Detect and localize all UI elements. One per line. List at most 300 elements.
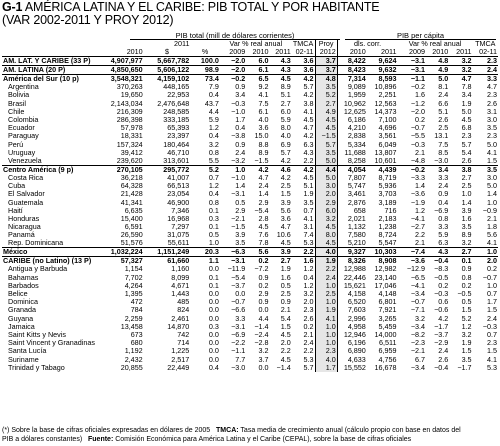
table-cell: −6.5 xyxy=(410,273,426,282)
group-header-pib-per-capita: PIB per cápita xyxy=(345,31,496,40)
table-cell: 20.3 xyxy=(190,248,220,257)
table-cell: −11.9 xyxy=(227,265,246,274)
table-cell: 2.3 xyxy=(487,339,497,348)
table-cell: 12,988 xyxy=(337,265,367,273)
table-cell: 5,936 xyxy=(378,182,397,191)
table-row xyxy=(2,223,498,231)
table-cell: 2.2 xyxy=(303,156,314,165)
table-cell: 0.9 xyxy=(258,273,269,282)
table-cell: 3.5 xyxy=(235,239,246,248)
table-cell: 0.1 xyxy=(208,223,219,232)
table-cell: 2.7 xyxy=(449,248,472,257)
table-cell: 6,890 xyxy=(337,347,367,355)
table-cell: 270,105 xyxy=(99,165,143,174)
table-cell: 3,265 xyxy=(378,314,397,323)
col-head-var: Var % real anual xyxy=(229,40,283,49)
table-cell: 4.2 xyxy=(280,173,291,182)
table-cell: −1.0 xyxy=(231,107,246,116)
table-cell: 22,953 xyxy=(167,91,190,100)
row-name: Bahamas xyxy=(8,273,39,282)
header-row-2 xyxy=(2,48,498,57)
table-cell: 8.8 xyxy=(258,140,269,149)
table-cell: 4.6 xyxy=(270,165,292,174)
table-cell: 5.2 xyxy=(190,165,220,174)
table-row xyxy=(2,274,498,282)
table-cell: 1.5 xyxy=(487,156,497,165)
table-cell: −1.7 xyxy=(457,363,472,372)
table-cell: 0.9 xyxy=(280,298,291,307)
table-cell: 0.7 xyxy=(208,173,219,182)
table-cell: 0.0 xyxy=(208,265,219,274)
table-cell: 0.2 xyxy=(487,265,497,274)
table-cell: 6.9 xyxy=(280,140,291,149)
table-cell: 0.9 xyxy=(235,140,246,149)
table-cell: 6.0 xyxy=(258,56,269,66)
table-cell: 2,432 xyxy=(124,355,143,364)
table-cell: 0.1 xyxy=(208,273,219,282)
table-cell: 7,580 xyxy=(337,231,367,239)
table-cell: 3.8 xyxy=(449,165,472,174)
table-cell: 1.0 xyxy=(220,165,246,174)
table-cell: 2.4 xyxy=(487,314,497,323)
table-cell: 3.9 xyxy=(270,248,292,257)
table-row xyxy=(2,207,498,215)
table-cell: 3.9 xyxy=(461,206,472,215)
table-row xyxy=(2,231,498,239)
table-row xyxy=(2,57,498,66)
table-cell: 5.1 xyxy=(438,107,449,116)
table-cell: 4.0 xyxy=(258,115,269,125)
table-row xyxy=(2,282,498,290)
table-cell: 26,590 xyxy=(120,231,143,240)
row-name: Santa Lucía xyxy=(8,347,47,356)
table-cell: −1.5 xyxy=(315,132,337,140)
table-row xyxy=(2,198,498,206)
table-cell: 2.6 xyxy=(438,355,449,364)
table-cell: 8,326 xyxy=(337,257,367,266)
table-cell: −2.0 xyxy=(410,107,426,116)
col-pc-2010: 2010 xyxy=(337,48,367,57)
table-cell: 824 xyxy=(177,306,190,315)
table-cell: −0.7 xyxy=(231,298,246,307)
table-cell: 3.5 xyxy=(487,124,497,133)
table-cell: −0.9 xyxy=(482,206,497,215)
table-cell: 4.1 xyxy=(487,148,497,157)
table-cell: 2.2 xyxy=(303,347,314,356)
col-tmca: 02-11 xyxy=(295,48,314,57)
table-cell: 1.0 xyxy=(461,190,472,199)
table-cell: 3.1 xyxy=(487,107,497,116)
table-cell: 0.4 xyxy=(438,198,449,207)
table-cell: 3,548,321 xyxy=(99,75,143,84)
table-cell: −5.5 xyxy=(410,132,426,141)
table-cell: 4.7 xyxy=(280,223,291,232)
col-head-dls: dls. corr. xyxy=(337,40,397,48)
table-cell: 2,996 xyxy=(337,315,367,323)
table-cell: 5.9 xyxy=(208,115,219,125)
page-subtitle: (VAR 2002-2011 Y PROY 2012) xyxy=(2,13,174,27)
table-cell: 6,520 xyxy=(337,298,367,306)
table-row xyxy=(2,141,498,149)
row-name: Antigua y Barbuda xyxy=(8,265,68,274)
table-cell: −6.3 xyxy=(220,248,246,257)
table-cell: 9.2 xyxy=(258,83,269,92)
table-row xyxy=(2,290,498,298)
table-cell: 2.6 xyxy=(438,115,449,125)
table-cell: 2.4 xyxy=(438,347,449,356)
table-cell: 2.3 xyxy=(487,56,497,66)
table-cell: 5.6 xyxy=(487,231,497,240)
row-name: Granada xyxy=(8,306,36,315)
table-cell: −8.2 xyxy=(410,330,426,339)
table-cell: 5.7 xyxy=(280,148,291,157)
table-cell: 0.8 xyxy=(208,148,219,157)
row-name: Chile xyxy=(8,107,25,116)
table-cell: 1.4 xyxy=(258,190,269,199)
table-cell: 2.4 xyxy=(258,182,269,191)
table-cell: 22,449 xyxy=(167,363,190,372)
table-cell: 8.9 xyxy=(258,148,269,157)
table-row xyxy=(2,91,498,99)
table-cell: 1,192 xyxy=(124,347,143,356)
row-name: Centro América (9 p) xyxy=(2,165,99,174)
table-cell: 19,650 xyxy=(120,91,143,100)
table-cell: 1.0 xyxy=(473,248,498,257)
table-cell: −1.2 xyxy=(410,99,426,108)
table-cell: 0.9 xyxy=(235,83,246,92)
table-cell: 6,635 xyxy=(124,206,143,215)
table-cell: 15,400 xyxy=(120,214,143,223)
table-cell: 4.9 xyxy=(426,66,449,75)
table-cell: 15,621 xyxy=(337,282,367,290)
table-cell: 13.1 xyxy=(434,132,449,141)
table-cell: −3.1 xyxy=(220,257,246,266)
table-cell: 2.3 xyxy=(303,306,314,315)
table-cell: 5.0 xyxy=(487,182,497,191)
row-name: Rep. Dominicana xyxy=(8,239,64,248)
table-cell: 6,196 xyxy=(337,339,367,347)
table-cell: 9,632 xyxy=(367,66,398,75)
table-cell: 0.4 xyxy=(303,273,314,282)
row-name: Trinidad y Tabago xyxy=(8,363,65,372)
table-cell: −4.1 xyxy=(410,214,426,223)
footnote-cont: PIB a dólares constantes) xyxy=(2,436,83,443)
table-cell: 2,517 xyxy=(171,355,190,364)
table-cell: 2,476,648 xyxy=(157,99,190,108)
table-cell: −1.5 xyxy=(231,223,246,232)
table-cell: 180,464 xyxy=(163,140,190,149)
row-name: Bolivia xyxy=(8,91,30,100)
row-name: Haití xyxy=(8,206,23,215)
table-cell: 6.1 xyxy=(258,107,269,116)
table-cell: 2.6 xyxy=(461,156,472,165)
table-cell: 5.3 xyxy=(487,363,497,372)
table-cell: −7.1 xyxy=(410,306,426,315)
table-cell: 1.2 xyxy=(303,265,314,274)
table-row xyxy=(2,149,498,157)
table-cell: 4.5 xyxy=(461,115,472,125)
table-cell: 6.5 xyxy=(246,75,269,84)
table-cell: 7,297 xyxy=(171,223,190,232)
table-cell: 4,958 xyxy=(337,323,367,331)
table-cell: −2.1 xyxy=(231,214,246,223)
table-cell: 55,611 xyxy=(167,239,190,248)
table-row xyxy=(2,75,498,84)
table-cell: −1.9 xyxy=(410,198,426,207)
group-header-pib-total: PIB total (mill de dólares corrientes) xyxy=(130,31,340,40)
footnote-source-text: Comisión Económica para América Latina y el Caribe (CEPAL), sobre la base de cifras oficiales xyxy=(115,436,412,443)
table-cell: 658 xyxy=(337,207,367,215)
table-cell: 5,210 xyxy=(337,239,367,248)
table-cell: 11,688 xyxy=(337,149,367,157)
table-cell: 5,459 xyxy=(378,322,397,331)
table-cell: 3.4 xyxy=(426,165,449,174)
table-cell: 5.0 xyxy=(487,140,497,149)
table-cell: 1,395 xyxy=(124,289,143,299)
table-cell: 4.0 xyxy=(280,132,291,141)
table-cell: −2.4 xyxy=(254,330,269,339)
row-name: América del Sur (10 p) xyxy=(2,75,99,84)
row-name: Belice xyxy=(8,289,28,299)
table-cell: 57,327 xyxy=(99,257,143,266)
table-cell: 0.3 xyxy=(208,322,219,331)
table-row xyxy=(2,364,498,372)
table-cell: 6,801 xyxy=(378,298,397,307)
table-cell: 1.6 xyxy=(292,257,315,266)
table-row xyxy=(2,66,498,75)
table-cell: 2.9 xyxy=(235,206,246,215)
table-cell: 16,678 xyxy=(374,363,397,372)
table-cell: −0.5 xyxy=(434,273,449,282)
table-cell: −2.3 xyxy=(410,339,426,348)
row-name: Brasil xyxy=(8,99,26,108)
table-cell: −3.6 xyxy=(397,257,426,266)
table-cell: 1,160 xyxy=(171,265,190,274)
table-cell: 485 xyxy=(177,298,190,307)
row-name: Cuba xyxy=(8,182,26,191)
table-cell: 4.2 xyxy=(246,165,269,174)
table-cell: 1.0 xyxy=(315,331,337,339)
table-cell: −2.1 xyxy=(410,347,426,356)
table-cell: 7,346 xyxy=(171,206,190,215)
table-cell: 370,263 xyxy=(116,83,143,92)
row-name: Venezuela xyxy=(8,156,42,165)
table-cell: −1.1 xyxy=(397,75,426,84)
table-cell: 2.2 xyxy=(315,265,337,273)
table-cell: 8,719 xyxy=(378,173,397,182)
table-cell: 4.1 xyxy=(303,214,314,223)
table-cell: 5.7 xyxy=(461,140,472,149)
table-cell: 4.7 xyxy=(303,124,314,133)
table-cell: −3.1 xyxy=(410,56,426,66)
row-name: Saint Vincent y Granadinas xyxy=(8,339,95,348)
table-cell: 3.5 xyxy=(315,83,337,91)
table-cell: 333,185 xyxy=(163,115,190,125)
table-cell: 13,807 xyxy=(374,148,397,157)
table-cell: 0.1 xyxy=(208,281,219,290)
table-cell: 14,373 xyxy=(374,107,397,116)
table-cell: 0.5 xyxy=(235,198,246,207)
table-body xyxy=(2,57,498,372)
table-cell: 1.2 xyxy=(208,124,219,133)
table-cell: 5.2 xyxy=(461,314,472,323)
table-cell: 1.6 xyxy=(280,273,291,282)
table-row xyxy=(2,331,498,339)
table-cell: 0.0 xyxy=(208,306,219,315)
table-cell: 41,341 xyxy=(120,198,143,207)
table-cell: 2,251 xyxy=(378,91,397,100)
table-cell: 2.7 xyxy=(280,99,291,108)
table-cell: 0.7 xyxy=(303,206,314,215)
table-cell: 1.4 xyxy=(461,198,472,207)
table-cell: 7.6 xyxy=(258,231,269,240)
table-cell: 14,870 xyxy=(167,322,190,331)
table-cell: 2,183 xyxy=(378,214,397,223)
table-cell: 31,075 xyxy=(167,231,190,240)
table-cell: 1.7 xyxy=(315,364,337,372)
table-cell: 1,132 xyxy=(337,223,367,231)
table-cell: 5,547 xyxy=(378,239,397,248)
row-name: Nicaragua xyxy=(8,223,41,232)
table-cell: 4.1 xyxy=(258,91,269,100)
table-cell: 61,660 xyxy=(144,257,191,266)
table-cell: 3.2 xyxy=(303,289,314,299)
table-cell: 0.4 xyxy=(208,91,219,100)
table-cell: 1.5 xyxy=(487,347,497,356)
table-cell: −8.3 xyxy=(434,265,449,274)
table-cell: 7,603 xyxy=(337,306,367,314)
table-cell: 3.6 xyxy=(292,66,315,75)
table-row xyxy=(2,347,498,355)
table-cell: 2.4 xyxy=(303,339,314,348)
table-cell: 1.5 xyxy=(280,322,291,331)
data-table xyxy=(2,40,498,372)
row-name: AM. LATINA (20 P) xyxy=(2,66,99,75)
col-var-2011: 2011 xyxy=(275,48,291,57)
table-cell: 1.0 xyxy=(315,298,337,306)
table-cell: 8,422 xyxy=(337,57,367,66)
table-cell: 4,756 xyxy=(378,355,397,364)
table-cell: 3.3 xyxy=(438,223,449,232)
table-cell: 7.8 xyxy=(258,239,269,248)
table-cell: −3.6 xyxy=(410,190,426,199)
table-cell: 3.0 xyxy=(487,115,497,125)
table-cell: 2,021 xyxy=(337,215,367,223)
table-cell: 1.9 xyxy=(461,99,472,108)
table-cell: −3.8 xyxy=(231,132,246,141)
table-cell: 5.3 xyxy=(303,355,314,364)
table-cell: 46,900 xyxy=(167,198,190,207)
table-cell: 5,667,782 xyxy=(157,56,190,66)
footnote-line-1 xyxy=(2,427,461,435)
table-cell: 2,461 xyxy=(171,314,190,323)
table-cell: 4.5 xyxy=(315,223,337,231)
table-cell: 3.9 xyxy=(280,198,291,207)
table-cell: 2.9 xyxy=(258,289,269,299)
table-cell: 295,772 xyxy=(144,165,191,174)
table-cell: 5.9 xyxy=(438,231,449,240)
table-cell: 4.5 xyxy=(280,330,291,339)
table-cell: 9,327 xyxy=(337,248,367,257)
table-cell: 7.8 xyxy=(461,83,472,92)
table-cell: 0.0 xyxy=(208,347,219,356)
table-cell: 8,258 xyxy=(337,157,367,166)
table-cell: −7.4 xyxy=(397,248,426,257)
table-cell: 7,921 xyxy=(378,306,397,315)
row-name: Guyana xyxy=(8,314,34,323)
table-cell: 41,007 xyxy=(167,173,190,182)
table-cell: 3.4 xyxy=(461,91,472,100)
row-name: Jamaica xyxy=(8,322,35,331)
table-cell: 12,982 xyxy=(374,265,397,274)
table-cell: 2.4 xyxy=(438,182,449,191)
table-cell: −0.2 xyxy=(397,165,426,174)
table-cell: 2.3 xyxy=(461,132,472,141)
table-cell: 7,314 xyxy=(337,75,367,84)
table-cell: 1,238 xyxy=(378,223,397,232)
table-row xyxy=(2,190,498,198)
table-cell: 46,710 xyxy=(167,148,190,157)
table-cell: 3,703 xyxy=(378,190,397,199)
table-cell: 6.3 xyxy=(438,239,449,248)
table-cell: 5.0 xyxy=(315,157,337,166)
col-head-tmca2: TMCA xyxy=(475,40,496,49)
table-cell: 2.8 xyxy=(258,214,269,223)
table-cell: 0.8 xyxy=(438,214,449,223)
table-cell: −0.7 xyxy=(410,124,426,133)
table-cell: −0.2 xyxy=(220,75,246,84)
table-cell: 0.8 xyxy=(208,198,219,207)
table-cell: 64,328 xyxy=(120,182,143,191)
table-cell: 0.2 xyxy=(246,257,269,266)
table-cell: −4.1 xyxy=(410,281,426,290)
table-cell: 448,165 xyxy=(163,83,190,92)
table-cell: 9,089 xyxy=(337,83,367,91)
table-cell: −0.2 xyxy=(410,83,426,92)
table-cell: 1.9 xyxy=(461,339,472,348)
table-cell: −1.5 xyxy=(254,156,269,165)
table-cell: 4,671 xyxy=(171,281,190,290)
table-cell: 0.0 xyxy=(208,355,219,364)
table-cell: 2.9 xyxy=(258,198,269,207)
table-cell: 3.2 xyxy=(449,66,472,75)
table-cell: 4,633 xyxy=(337,355,367,363)
table-cell: −5.4 xyxy=(231,273,246,282)
table-cell: 43.7 xyxy=(204,99,219,108)
table-cell: −1.4 xyxy=(254,322,269,331)
table-cell: 10,962 xyxy=(337,100,367,108)
table-cell: 12,946 xyxy=(337,331,367,339)
table-cell: 1.7 xyxy=(235,115,246,125)
table-cell: 4.5 xyxy=(303,115,314,125)
col-pc-tmca: 02-11 xyxy=(479,48,497,57)
table-cell: 1.9 xyxy=(315,257,337,266)
table-cell: 0.0 xyxy=(235,289,246,299)
table-cell: 14,000 xyxy=(374,330,397,339)
footnote-line-2 xyxy=(2,436,411,444)
table-cell: 1.6 xyxy=(461,214,472,223)
table-cell: 2.0 xyxy=(303,298,314,307)
table-cell: 1.4 xyxy=(235,182,246,191)
table-row xyxy=(2,83,498,91)
table-cell: 3.5 xyxy=(461,223,472,232)
col-2011-pct: % xyxy=(201,48,209,57)
table-cell: 1.7 xyxy=(487,298,497,307)
col-pc-var-2011: 2011 xyxy=(456,48,472,57)
row-name: Honduras xyxy=(8,214,40,223)
table-cell: 3.5 xyxy=(461,355,472,364)
table-cell: 4,907,977 xyxy=(110,56,143,66)
